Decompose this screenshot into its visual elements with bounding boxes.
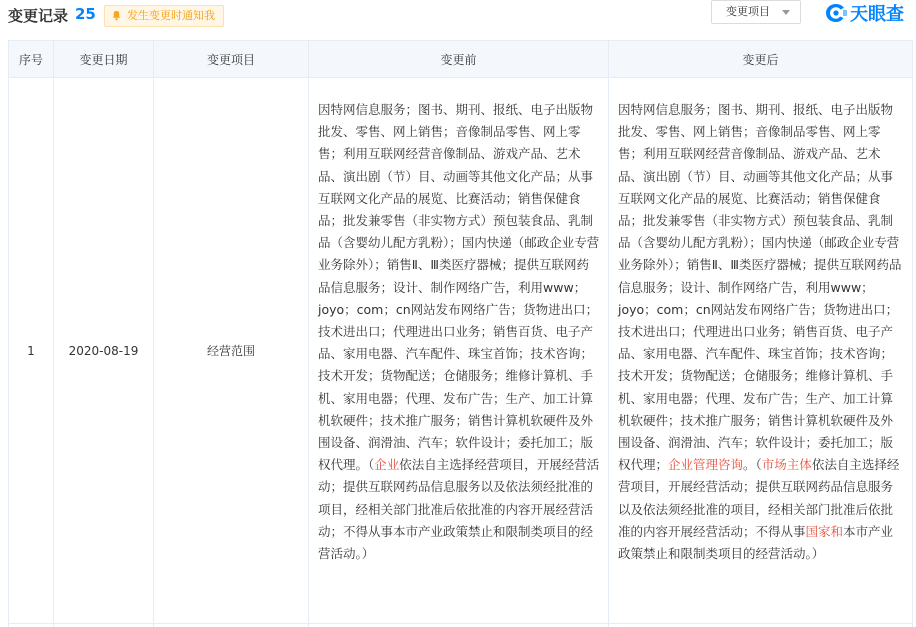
text-segment: 因特网信息服务；图书、期刊、报纸、电子出版物批发、零售、网上销售；音像制品零售、网上零售；利用互联网经营音像制品、游戏产品、艺术品、演出剧（节）目、动画等其他文化产品；从事互联网文化产品的展览、比赛活动；销售保健食品；批发兼零售（非实物方式）预包装食品、乳制品（含婴幼儿配方乳粉）；国内快递（邮政企业专营业务除外）；销售Ⅱ、Ⅲ类医疗器械；提供互联网药品信息服务；设计、制作网络广告，利用www；joyo；com；cn网站发布网络广告；货物进出口；技术进出口；代理进出口业务；销售百货、电子产品、家用电器、汽车配件、珠宝首饰；技术咨询；技术开发；货物配送；仓储服务；维修计算机、手机、家用电器；代理、发布广告；生产、加工计算机软硬件；技术推广服务；销售计算机软硬件及外围设备、润滑油、汽车；软件设计；委托加工；版权代理。（ [318,102,600,473]
notify-label: 发生变更时通知我 [127,9,215,22]
cell-before [309,78,609,624]
column-header-index: 序号 [9,41,54,78]
column-header-before: 变更前 [309,41,609,78]
bell-icon [111,10,122,21]
text-segment: 。（ [743,457,762,473]
chevron-down-icon [782,10,790,15]
record-count: 25 [75,5,96,23]
table-row-next [9,624,913,627]
changed-text-highlight: 企业管理咨询 [668,457,744,473]
changed-text-highlight: 国家和 [805,523,844,539]
logo-text: 天眼查 [850,4,904,25]
change-item-filter-select[interactable] [711,0,801,24]
cell-after [609,78,913,624]
cell-index: 1 [9,78,54,624]
table-row [9,78,913,624]
cell-date: 2020-08-19 [54,78,154,624]
change-records-table [8,40,913,627]
page-title: 变更记录 [8,7,69,25]
logo [824,0,904,26]
text-segment: 因特网信息服务；图书、期刊、报纸、电子出版物批发、零售、网上销售；音像制品零售、网上零售；利用互联网经营音像制品、游戏产品、艺术品、演出剧（节）目、动画等其他文化产品；从事互联网文化产品的展览、比赛活动；销售保健食品；批发兼零售（非实物方式）预包装食品、乳制品（含婴幼儿配方乳粉）；国内快递（邮政企业专营业务除外）；销售Ⅱ、Ⅲ类医疗器械；提供互联网药品信息服务；设计、制作网络广告，利用www；joyo；com；cn网站发布网络广告；货物进出口；技术进出口；代理进出口业务；销售百货、电子产品、家用电器、汽车配件、珠宝首饰；技术咨询；技术开发；货物配送；仓储服务；维修计算机、手机、家用电器；代理、发布广告；生产、加工计算机软硬件；技术推广服务；销售计算机软硬件及外围设备、润滑油、汽车；软件设计；委托加工；版权代理； [618,102,902,473]
text-segment: 本市产业政策禁止和限制类项目的经营活动。） [618,523,894,562]
changed-text-highlight: 企业 [374,457,400,473]
header [0,0,916,32]
column-header-date: 变更日期 [54,41,154,78]
column-header-item: 变更项目 [154,41,309,78]
text-segment: 依法自主选择经营项目，开展经营活动；提供互联网药品信息服务以及依法须经批准的项目，经相关部门批准后依批准的内容开展经营活动；不得从事本市产业政策禁止和限制类项目的经营活动。） [318,457,600,562]
cell-item: 经营范围 [154,78,309,624]
changed-text-highlight: 市场主体 [761,457,812,473]
text-segment: 依法自主选择经营项目，开展经营活动；提供互联网药品信息服务以及依法须经批准的项目，经相关部门批准后依批准的内容开展经营活动；不得从事 [618,457,900,539]
tianyancha-logo-icon [824,2,848,24]
column-header-after: 变更后 [609,41,913,78]
table-header-row [9,41,913,78]
filter-label: 变更项目 [726,5,770,18]
notify-button[interactable] [104,5,224,27]
